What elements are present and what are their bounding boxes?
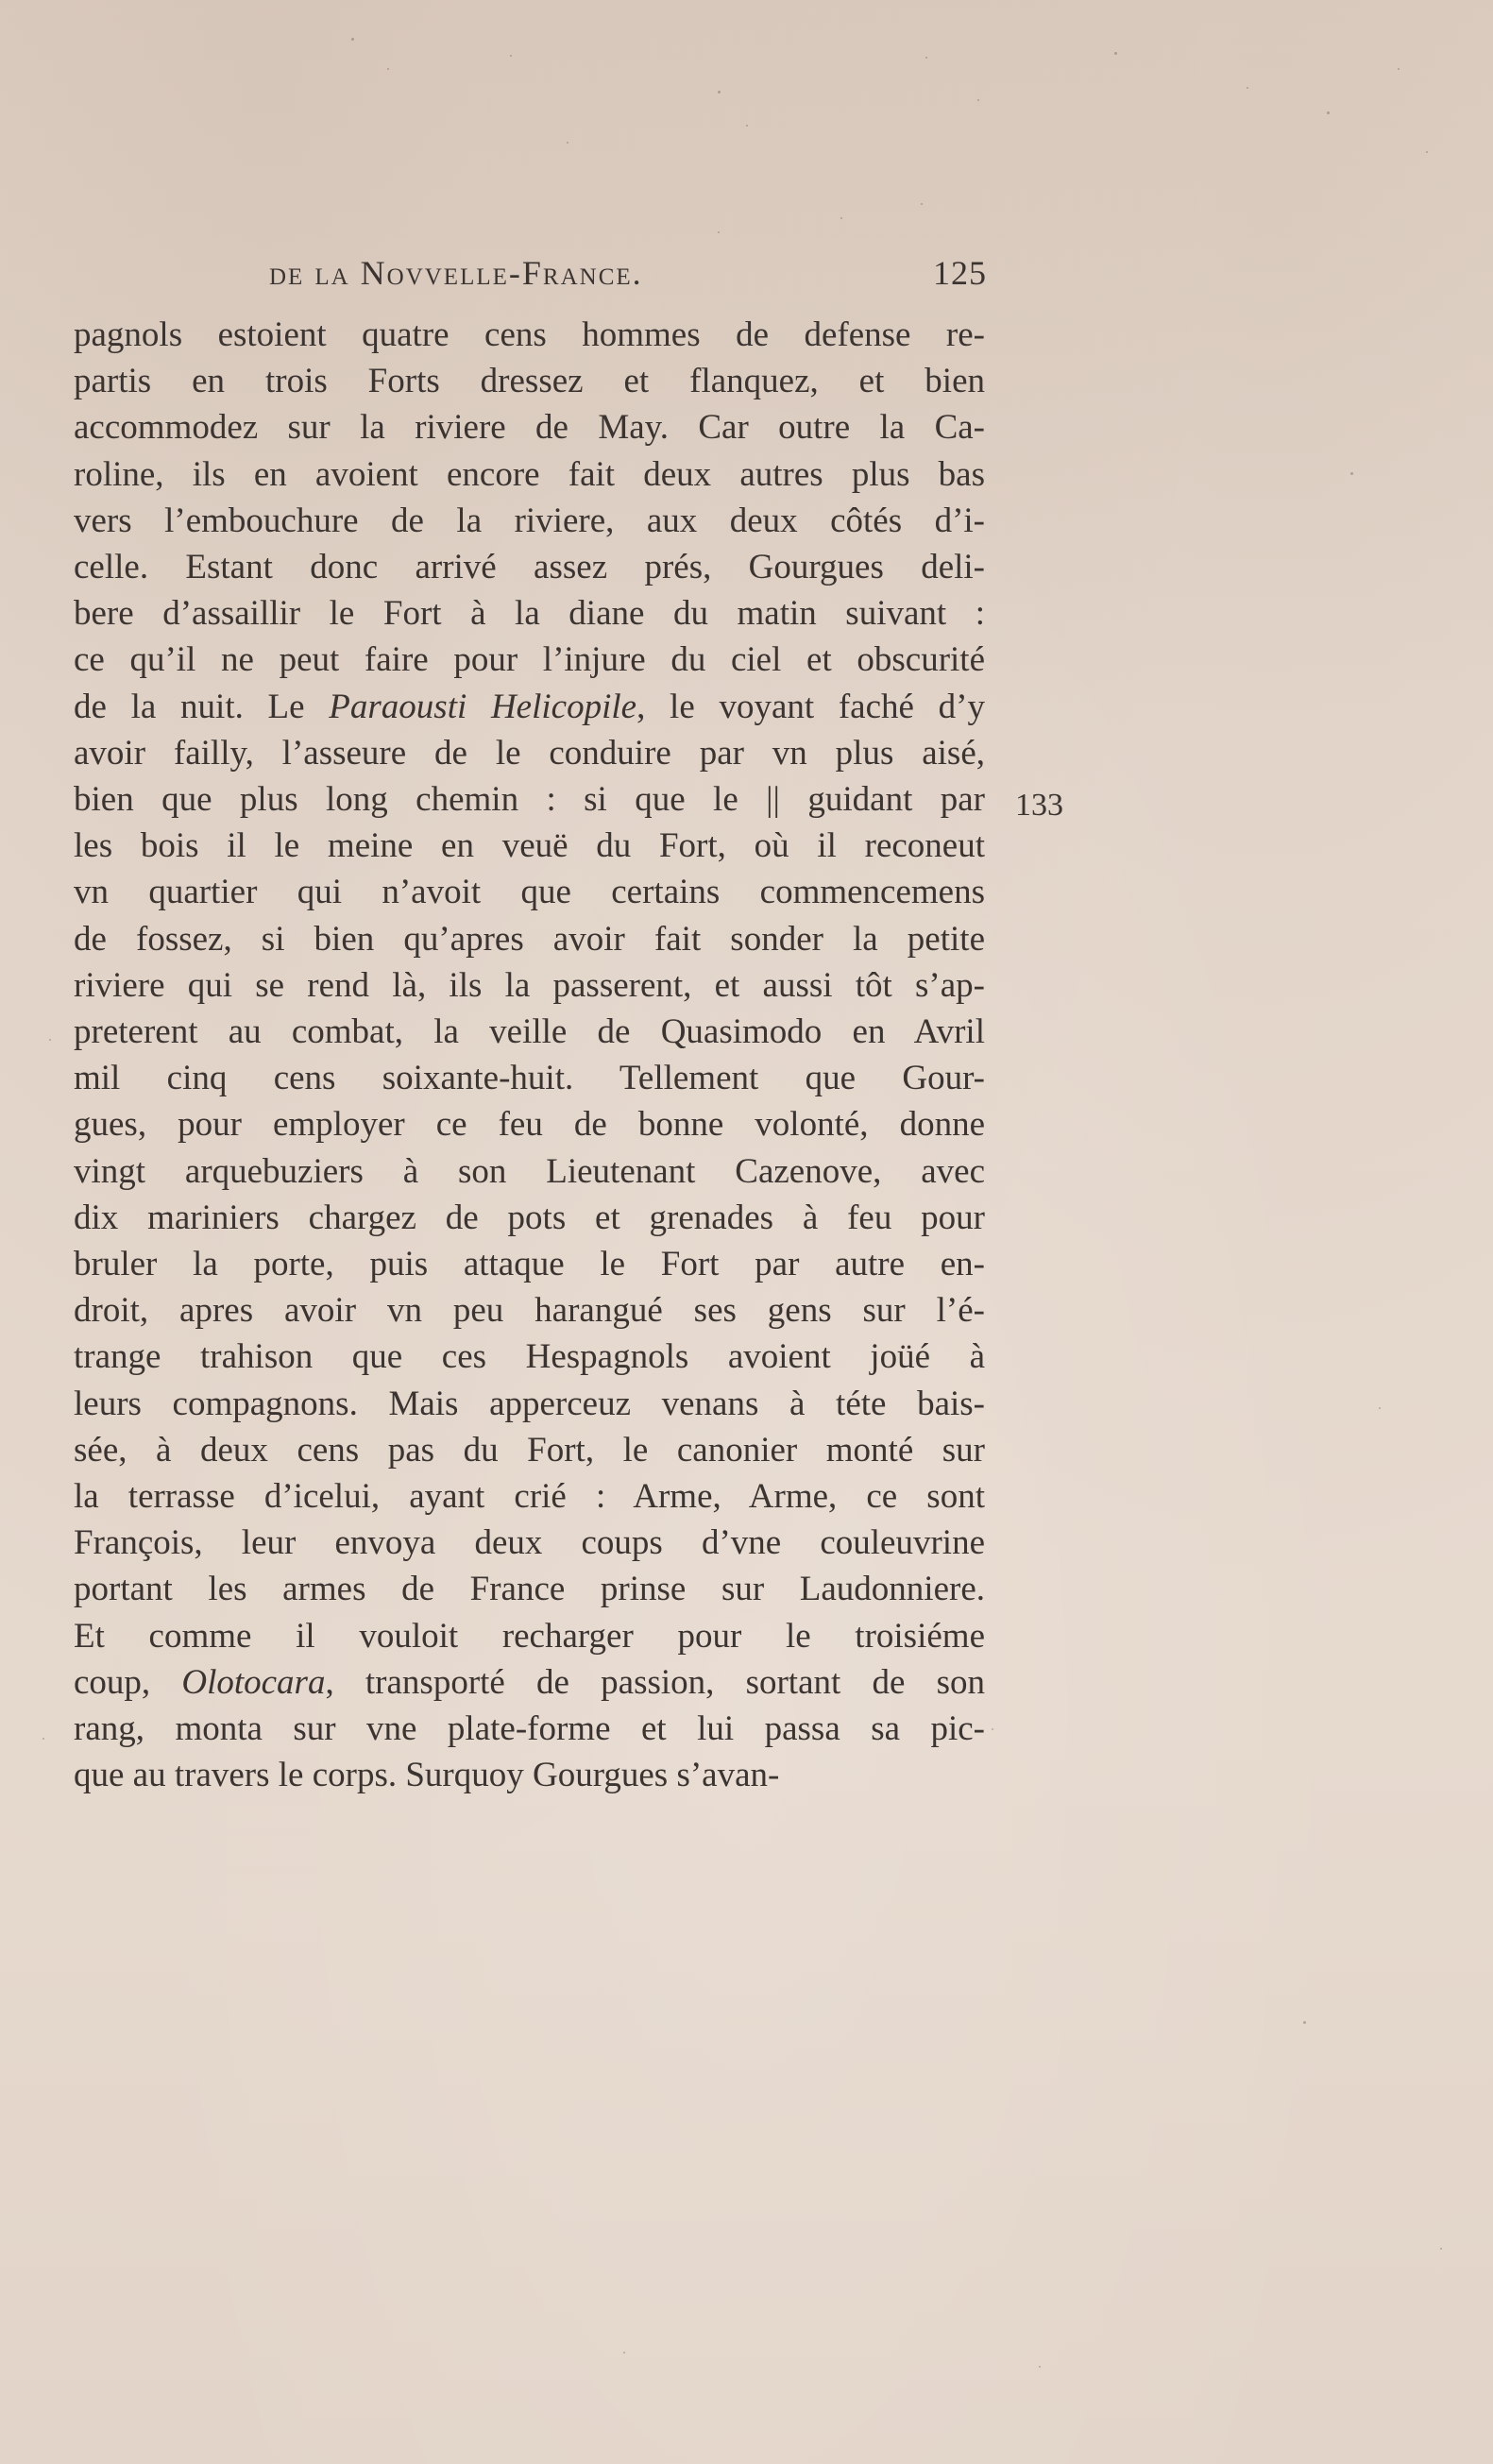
italic-name: Olotocara bbox=[181, 1663, 326, 1702]
running-head-title: de la Novvelle-France. bbox=[269, 254, 643, 292]
paper-speck bbox=[42, 1738, 44, 1740]
text-line: dix mariniers chargez de pots et grenades à feu pour bbox=[74, 1198, 985, 1237]
paper-speck bbox=[1327, 111, 1330, 114]
text-line: bien que plus long chemin : si que le || guidant par bbox=[74, 780, 985, 819]
paper-speck bbox=[977, 99, 979, 101]
text-line: avoir failly, l’asseure de le conduire par vn plus aisé, bbox=[74, 734, 985, 773]
text-line: accommodez sur la riviere de May. Car outre la Ca- bbox=[74, 408, 985, 447]
paper-speck bbox=[1303, 2021, 1306, 2024]
text-line: bere d’assaillir le Fort à la diane du matin suivant : bbox=[74, 594, 985, 633]
paper-speck bbox=[840, 217, 842, 219]
paper-speck bbox=[567, 142, 568, 144]
paper-speck bbox=[1114, 52, 1117, 55]
paper-speck bbox=[351, 38, 354, 41]
text-line: vingt arquebuziers à son Lieutenant Cazenove, avec bbox=[74, 1152, 985, 1191]
text-segment: de la nuit. Le bbox=[74, 688, 330, 726]
text-line: trange trahison que ces Hespagnols avoient joüé à bbox=[74, 1337, 985, 1376]
text-line: partis en trois Forts dressez et flanquez, et bien bbox=[74, 362, 985, 400]
text-line: celle. Estant donc arrivé assez prés, Gourgues deli- bbox=[74, 548, 985, 586]
paper-speck bbox=[921, 203, 923, 205]
text-line: sée, à deux cens pas du Fort, le canonier monté sur bbox=[74, 1431, 985, 1470]
paper-speck bbox=[1440, 2248, 1442, 2250]
margin-page-reference: 133 bbox=[1015, 788, 1063, 823]
paper-speck bbox=[387, 68, 389, 70]
text-line: pagnols estoient quatre cens hommes de defense re- bbox=[74, 315, 985, 354]
text-segment: , transporté de passion, sortant de son bbox=[325, 1663, 985, 1702]
paper-speck bbox=[510, 55, 512, 57]
paper-speck bbox=[1247, 87, 1248, 89]
paper-speck bbox=[1398, 68, 1400, 70]
text-line: riviere qui se rend là, ils la passerent, et aussi tôt s’ap- bbox=[74, 966, 985, 1005]
text-line: vers l’embouchure de la riviere, aux deux côtés d’i- bbox=[74, 501, 985, 540]
text-line: portant les armes de France prinse sur Laudonniere. bbox=[74, 1570, 985, 1608]
paper-speck bbox=[1350, 472, 1353, 475]
text-line: la terrasse d’icelui, ayant crié : Arme, Arme, ce sont bbox=[74, 1477, 985, 1516]
text-line: mil cinq cens soixante-huit. Tellement que Gour- bbox=[74, 1059, 985, 1097]
text-line: gues, pour employer ce feu de bonne volonté, donne bbox=[74, 1105, 985, 1144]
text-line: de fossez, si bien qu’apres avoir fait sonder la petite bbox=[74, 920, 985, 959]
text-line: rang, monta sur vne plate-forme et lui passa sa pic- bbox=[74, 1709, 985, 1748]
italic-name: Paraousti Helicopile bbox=[329, 688, 637, 726]
text-line bbox=[74, 684, 985, 731]
paper-speck bbox=[1039, 2366, 1041, 2368]
text-line: roline, ils en avoient encore fait deux autres plus bas bbox=[74, 455, 985, 494]
text-line: preterent au combat, la veille de Quasimodo en Avril bbox=[74, 1012, 985, 1051]
text-segment: coup, bbox=[74, 1663, 182, 1702]
paper-speck bbox=[623, 2352, 625, 2354]
paper-speck bbox=[718, 231, 720, 233]
paper-speck bbox=[925, 57, 927, 59]
paper-speck bbox=[992, 1728, 993, 1730]
running-head bbox=[269, 253, 987, 300]
text-line bbox=[74, 1659, 985, 1707]
paper-speck bbox=[718, 91, 721, 93]
text-line: ce qu’il ne peut faire pour l’injure du ciel et obscurité bbox=[74, 640, 985, 679]
paper-speck bbox=[746, 125, 748, 127]
text-line: vn quartier qui n’avoit que certains commencemens bbox=[74, 873, 985, 911]
text-line: François, leur envoya deux coups d’vne couleuvrine bbox=[74, 1523, 985, 1562]
paper-speck bbox=[49, 1039, 51, 1041]
page-number: 125 bbox=[933, 254, 987, 292]
text-line: droit, apres avoir vn peu harangué ses gens sur l’é- bbox=[74, 1291, 985, 1330]
text-line: les bois il le meine en veuë du Fort, où il reconeut bbox=[74, 826, 985, 865]
text-line: Et comme il vouloit recharger pour le troisiéme bbox=[74, 1617, 985, 1656]
text-line: que au travers le corps. Surquoy Gourgues s’avan- bbox=[74, 1756, 780, 1794]
paper-speck bbox=[1426, 151, 1428, 153]
text-line: bruler la porte, puis attaque le Fort par autre en- bbox=[74, 1245, 985, 1283]
paper-speck bbox=[1379, 1407, 1381, 1409]
text-line: leurs compagnons. Mais apperceuz venans à téte bais- bbox=[74, 1385, 985, 1423]
text-segment: , le voyant faché d’y bbox=[636, 688, 985, 726]
